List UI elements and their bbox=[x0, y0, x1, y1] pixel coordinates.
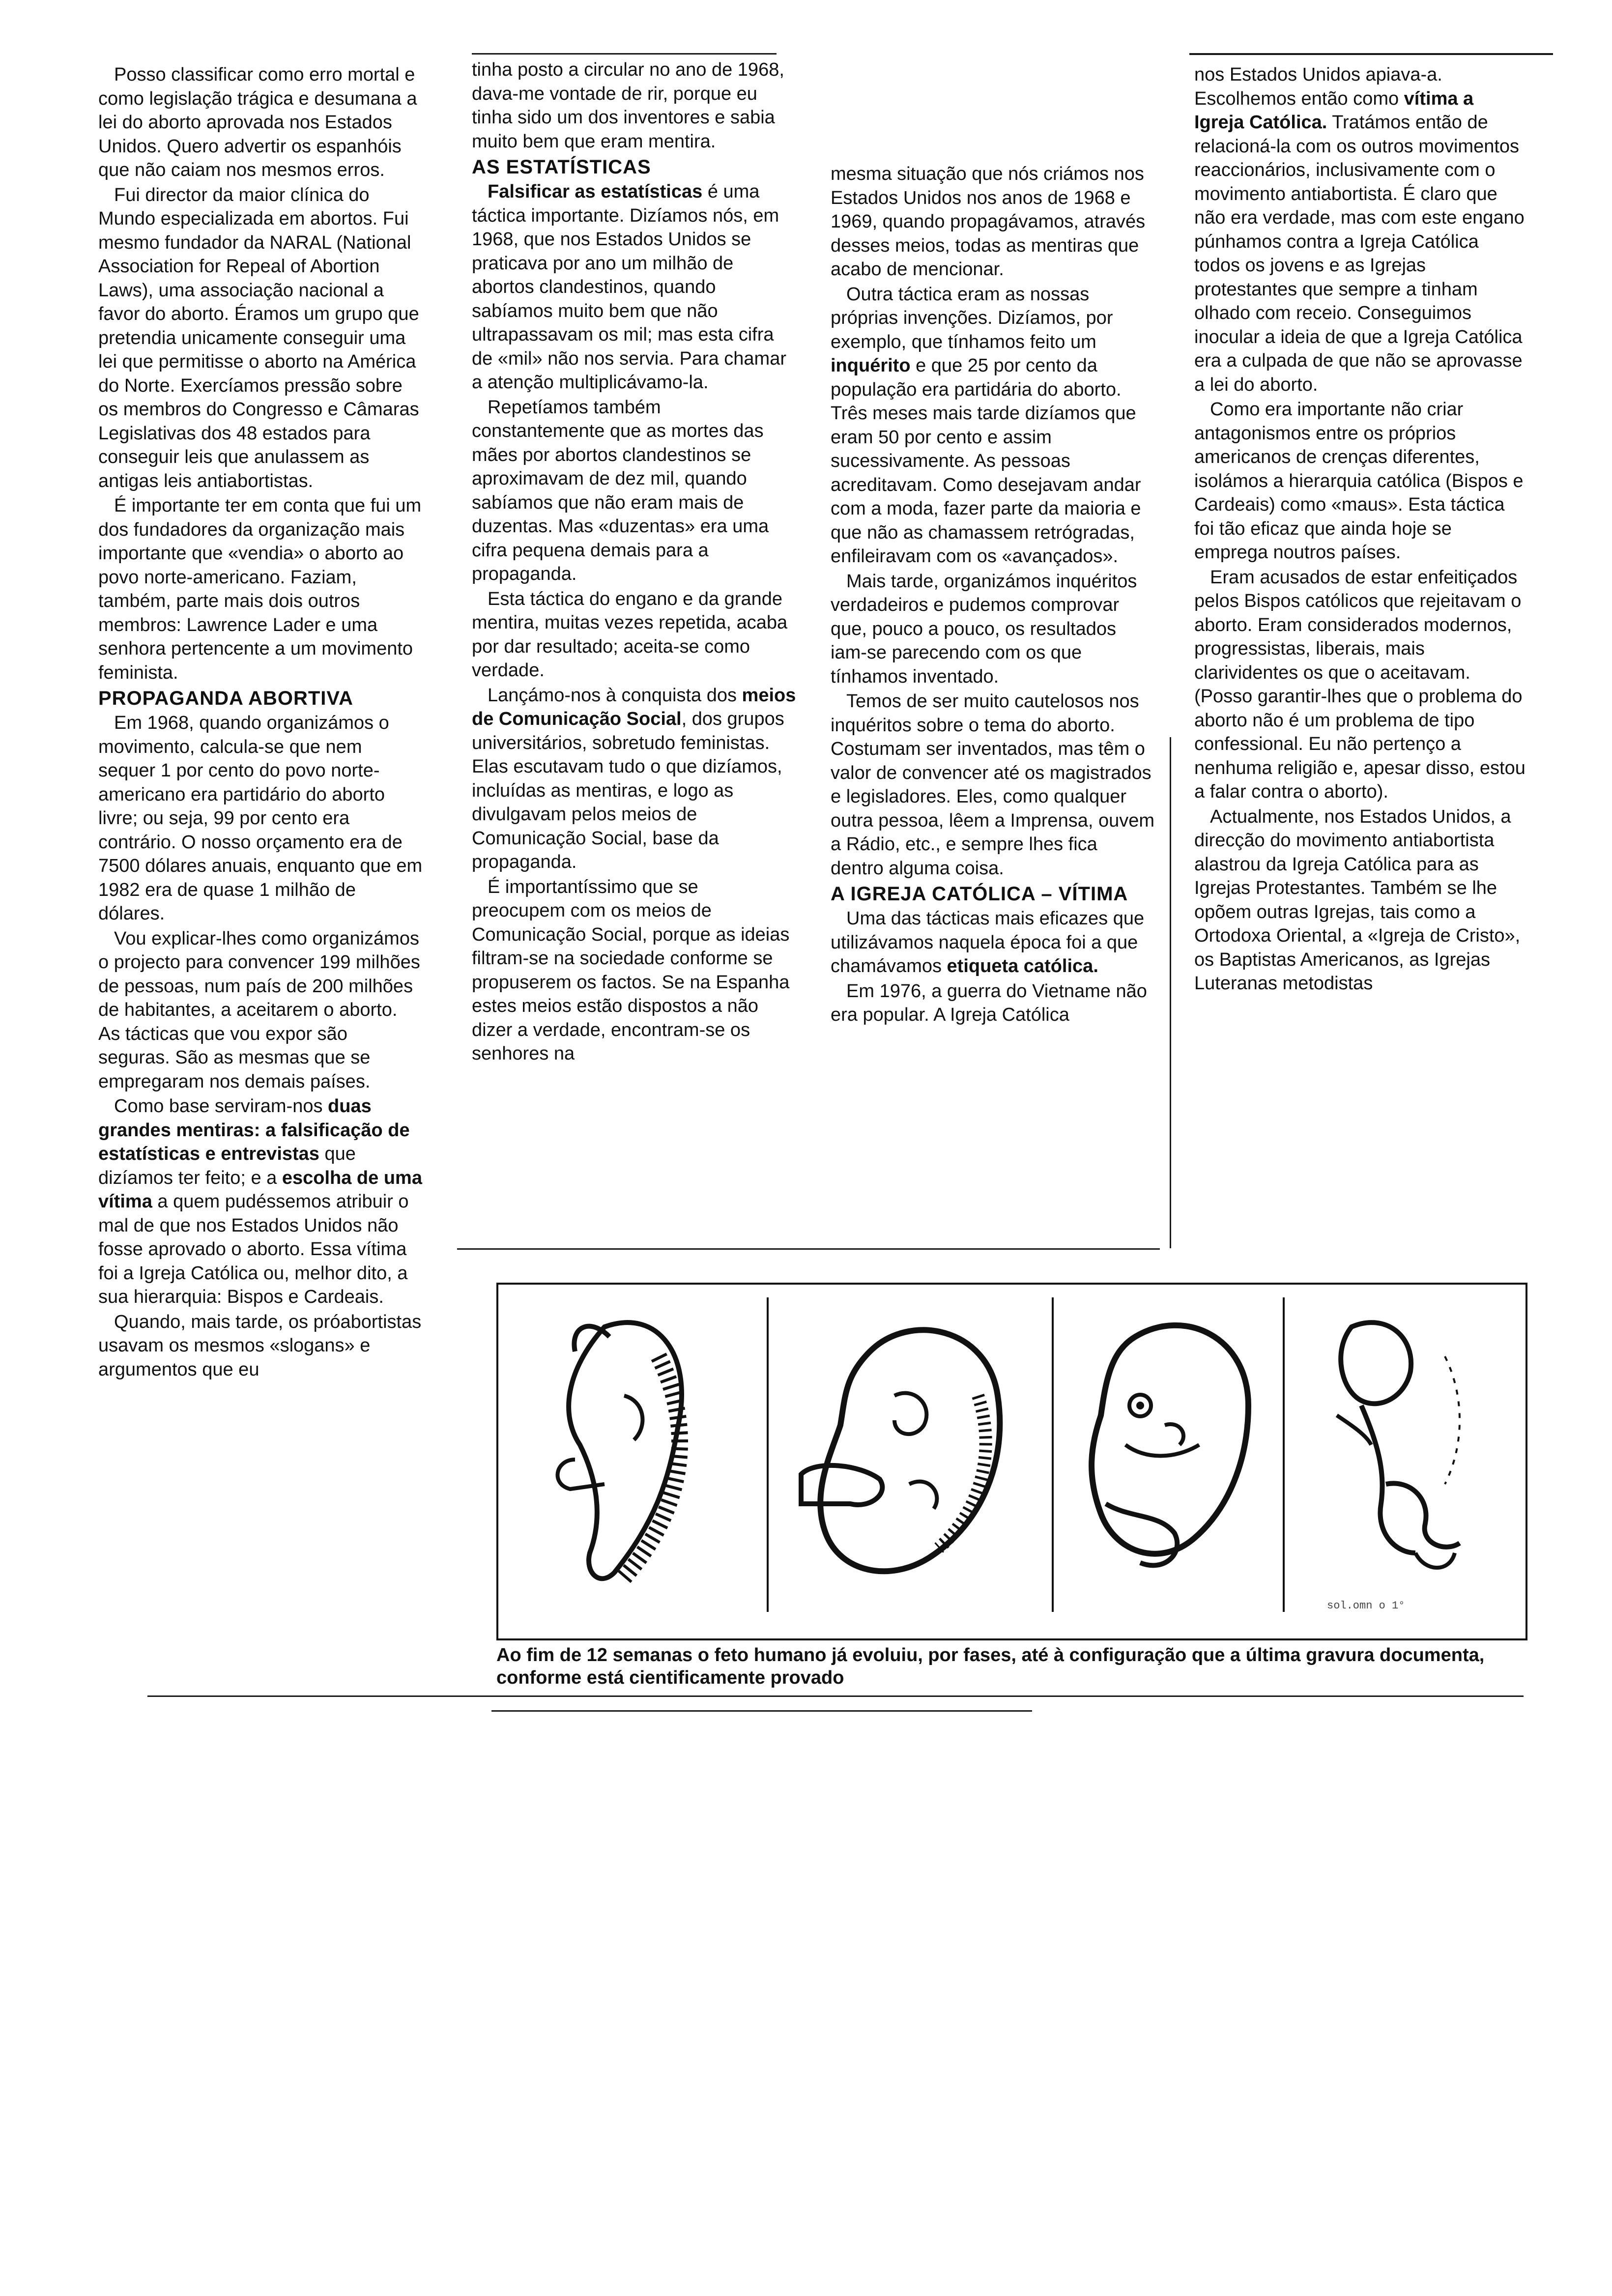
emphasis: Falsificar as estatísticas bbox=[488, 181, 703, 202]
section-heading: A IGREJA CATÓLICA – VÍTIMA bbox=[831, 883, 1128, 905]
text-run: é uma táctica importante. Dizíamos nós, em 1968, que nos Estados Unidos se praticava por ano um milhão de abortos clandestinos, quando sabíamos muito bem que não ultrapassavam os mil; mas esta cifra de «mil» não nos servia. Para chamar a atenção multiplicávamo-la. bbox=[472, 181, 786, 393]
embryo-stage-3-illustration bbox=[1062, 1297, 1278, 1612]
panel-divider bbox=[1052, 1297, 1054, 1612]
paragraph: Posso classificar como erro mortal e como legislação trágica e desumana a lei do aborto aprovada nos Estados Unidos. Quero advertir os espanhóis que não caiam nos mesmos erros. bbox=[98, 64, 417, 180]
emphasis: etiqueta católica. bbox=[947, 956, 1098, 976]
paragraph: Quando, mais tarde, os próabortistas usavam os mesmos «slogans» e argumentos que eu bbox=[98, 1311, 422, 1380]
text-run: Outra táctica eram as nossas próprias invenções. Dizíamos, por exemplo, que tínhamos feito um bbox=[831, 284, 1113, 352]
stamp-text: sol.omn o 1° bbox=[1327, 1600, 1405, 1612]
panel-divider bbox=[767, 1297, 769, 1612]
text-run: Como base serviram-nos bbox=[114, 1096, 328, 1117]
text-run: Lançámo-nos à conquista dos bbox=[488, 685, 742, 706]
fetus-12-weeks-illustration bbox=[1297, 1297, 1514, 1612]
text-run: , dos grupos universitários, sobretudo feministas. Elas escutavam tudo o que dizíamos, incluídas as mentiras, e logo as divulgavam pelos meios de Comunicação Social, base da propaganda. bbox=[472, 709, 784, 872]
column-1 bbox=[98, 63, 423, 1382]
paragraph bbox=[98, 1094, 423, 1309]
paragraph bbox=[831, 283, 1155, 569]
section-heading: AS ESTATÍSTICAS bbox=[472, 156, 651, 178]
embryo-stage-1-illustration bbox=[531, 1297, 757, 1612]
paragraph: Actualmente, nos Estados Unidos, a direcção do movimento antiabortista alastrou da Igreja Católica para as Igrejas Protestantes. Também se lhe opõem outras Igrejas, tais como a Ortodoxa Oriental, a «Igreja de Cristo», os Baptistas Americanos, as Igrejas Luteranas metodistas bbox=[1194, 806, 1521, 994]
column-2 bbox=[472, 58, 796, 1067]
paragraph: Esta táctica do engano e da grande mentira, muitas vezes repetida, acaba por dar resultado; aceita-se como verdade. bbox=[472, 588, 788, 681]
text-run: a quem pudéssemos atribuir o mal de que nos Estados Unidos não fosse aprovado o aborto. Essa vítima foi a Igreja Católica ou, melhor dito, a sua hierarquia: Bispos e Cardeais. bbox=[98, 1191, 409, 1307]
column-3 bbox=[831, 162, 1155, 1028]
paragraph: Fui director da maior clínica do Mundo especializada em abortos. Fui mesmo fundador da NARAL (National Association for Repeal of Abortion Laws), uma associação nacional a favor do aborto. Éramos um grupo que pretendia unicamente conseguir uma lei que permitisse o aborto na América do Norte. Exercíamos pressão sobre os membros do Congresso e Câmaras Legislativas dos 48 estados para conseguir leis que anulassem as antigas leis antiabortistas. bbox=[98, 184, 419, 491]
emphasis: vítima a Igreja Católica. bbox=[1194, 88, 1474, 133]
paragraph: É importante ter em conta que fui um dos fundadores da organização mais importante que «vendia» o aborto ao povo norte-americano. Faziam, também, parte mais dois outros membros: Lawrence Lader e uma senhora pertencente a um movimento feminista. bbox=[98, 495, 422, 683]
paragraph: Repetíamos também constantemente que as mortes das mães por abortos clandestinos se aproximavam de dez mil, quando sabíamos que não eram mais de duzentas. Mas «duzentas» era uma cifra pequena demais para a propaganda. bbox=[472, 397, 769, 584]
paragraph: Em 1968, quando organizámos o movimento, calcula-se que nem sequer 1 por cento do povo norte-americano era partidário do aborto livre; ou seja, 99 por cento era contrário. O nosso orçamento era de 7500 dólares anuais, enquanto que em 1982 era de quase 1 milhão de dólares. bbox=[98, 713, 423, 924]
top-rule bbox=[1189, 53, 1553, 55]
bottom-rule bbox=[491, 1710, 1032, 1712]
paragraph: tinha posto a circular no ano de 1968, dava-me vontade de rir, porque eu tinha sido um dos inventores e sabia muito bem que eram mentira. bbox=[472, 59, 784, 152]
text-run: nos Estados Unidos apiava-a. Escolhemos então como bbox=[1194, 64, 1442, 109]
emphasis: duas grandes mentiras: a falsificação de estatísticas e entrevistas bbox=[98, 1096, 410, 1164]
section-heading: PROPAGANDA ABORTIVA bbox=[98, 688, 353, 709]
paragraph: Vou explicar-lhes como organizámos o projecto para convencer 199 milhões de pessoas, num país de 200 milhões de habitantes, a aceitarem o aborto. As tácticas que vou expor são seguras. São as mesmas que se empregaram nos demais países. bbox=[98, 928, 420, 1092]
text-run: que dizíamos ter feito; e a bbox=[98, 1144, 356, 1188]
paragraph bbox=[472, 684, 796, 874]
column-4 bbox=[1194, 63, 1528, 997]
paragraph: Eram acusados de estar enfeitiçados pelos Bispos católicos que rejeitavam o aborto. Eram considerados modernos, progressistas, liberais, mais clarividentes os que o aceitavam. (Posso garantir-lhes que o problema do aborto não é um problema de tipo confessional. Eu não pertenço a nenhuma religião e, apesar disso, estou a falar contra o aborto). bbox=[1194, 567, 1526, 802]
emphasis: escolha de uma vítima bbox=[98, 1167, 422, 1212]
figure-caption: Ao fim de 12 semanas o feto humano já evoluiu, por fases, até à configuração que a última gravura documenta, conforme está cientificamente provado bbox=[496, 1645, 1485, 1688]
emphasis: inquérito bbox=[831, 355, 911, 376]
paragraph: mesma situação que nós criámos nos Estados Unidos nos anos de 1968 e 1969, quando propagávamos, através desses meios, todas as mentiras que acabo de mencionar. bbox=[831, 164, 1146, 280]
paragraph bbox=[831, 907, 1155, 978]
text-run: e que 25 por cento da população era partidária do aborto. Três meses mais tarde dizíamos que eram 50 por cento e assim sucessivamente. As pessoas acreditavam. Como desejavam andar com a moda, fazer parte da maioria e que não as chamassem retrógradas, enfileiravam com os «avançados». bbox=[831, 355, 1141, 567]
bottom-rule bbox=[147, 1695, 1524, 1697]
text-run: Tratámos então de relacioná-la com os outros movimentos reaccionários, inclusivamente com o movimento antiabortista. É claro que não era verdade, mas com este engano púnhamos contra a Igreja Católica todos os jovens e as Igrejas protestantes que sempre a tinham olhado com receio. Conseguimos inocular a ideia de que a Igreja Católica era a culpada de que não se aprovasse a lei do aborto. bbox=[1194, 112, 1525, 395]
paragraph: Em 1976, a guerra do Vietname não era popular. A Igreja Católica bbox=[831, 980, 1147, 1025]
paragraph: Mais tarde, organizámos inquéritos verdadeiros e pudemos comprovar que, pouco a pouco, os resultados iam-se parecendo com os que tínhamos inventado. bbox=[831, 571, 1137, 687]
paragraph bbox=[472, 180, 796, 395]
paragraph bbox=[1194, 63, 1528, 397]
embryo-stage-2-illustration bbox=[781, 1297, 1047, 1612]
paragraph: Temos de ser muito cautelosos nos inquéritos sobre o tema do aborto. Costumam ser inventados, mas têm o valor de convencer até os magistrados e legisladores. Eles, como qualquer outra pessoa, lêem a Imprensa, ouvem a Rádio, etc., e sempre lhes fica dentro alguma coisa. bbox=[831, 691, 1155, 879]
text-run: Uma das tácticas mais eficazes que utilizávamos naquela época foi a que chamávamos bbox=[831, 908, 1145, 976]
paragraph: É importantíssimo que se preocupem com os meios de Comunicação Social, porque as ideias filtram-se na sociedade conforme se propuserem os factos. Se na Espanha estes meios estão dispostos a não dizer a verdade, encontram-se os senhores na bbox=[472, 876, 790, 1064]
panel-divider bbox=[1283, 1297, 1285, 1612]
top-rule bbox=[472, 53, 777, 55]
column-divider bbox=[1170, 737, 1171, 1248]
paragraph: Como era importante não criar antagonismos entre os próprios americanos de crenças diferentes, isolámos a hierarquia católica (Bispos e Cardeais) como «maus». Esta táctica foi tão eficaz que ainda hoje se emprega noutros países. bbox=[1194, 399, 1524, 563]
column-rule bbox=[457, 1248, 1160, 1250]
emphasis: meios de Comunicação Social bbox=[472, 685, 796, 729]
